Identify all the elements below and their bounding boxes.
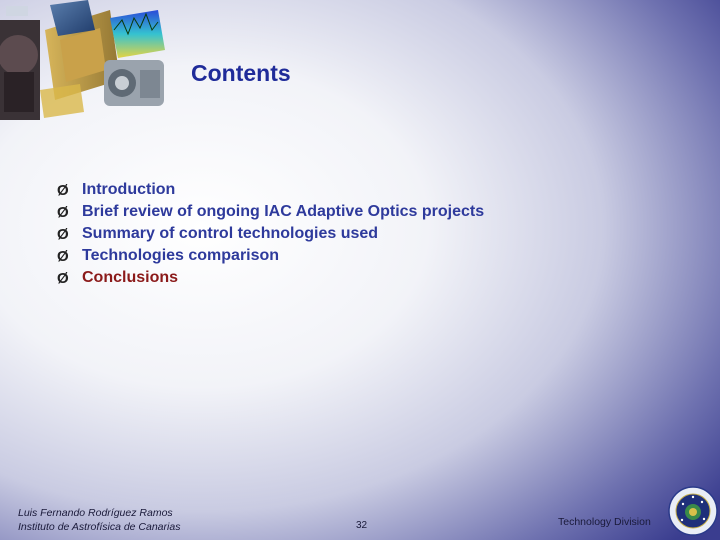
arrow-bullet-icon: Ø — [57, 203, 69, 221]
telescope-collage-graphic — [0, 0, 200, 130]
arrow-bullet-icon: Ø — [57, 247, 69, 265]
footer-author: Luis Fernando Rodríguez Ramos — [18, 507, 173, 519]
footer-institution: Instituto de Astrofísica de Canarias — [18, 521, 181, 533]
list-item — [57, 179, 484, 201]
footer-author-block — [18, 506, 180, 534]
page-number: 32 — [356, 520, 368, 531]
list-item-label: Brief review of ongoing IAC Adaptive Optics projects — [82, 203, 485, 220]
list-item — [57, 201, 484, 223]
arrow-bullet-icon: Ø — [57, 269, 69, 287]
contents-list — [57, 179, 484, 289]
arrow-bullet-icon: Ø — [57, 181, 69, 199]
footer-division: Technology Division — [558, 516, 651, 528]
list-item — [57, 223, 484, 245]
list-item-label: Introduction — [82, 181, 176, 198]
list-item-label: Summary of control technologies used — [82, 225, 379, 242]
arrow-bullet-icon: Ø — [57, 225, 69, 243]
list-item-current — [57, 267, 484, 289]
list-item-label: Conclusions — [82, 269, 179, 286]
slide-title: Contents — [191, 60, 291, 86]
institution-seal-icon — [668, 486, 718, 536]
list-item-label: Technologies comparison — [82, 247, 280, 264]
list-item — [57, 245, 484, 267]
